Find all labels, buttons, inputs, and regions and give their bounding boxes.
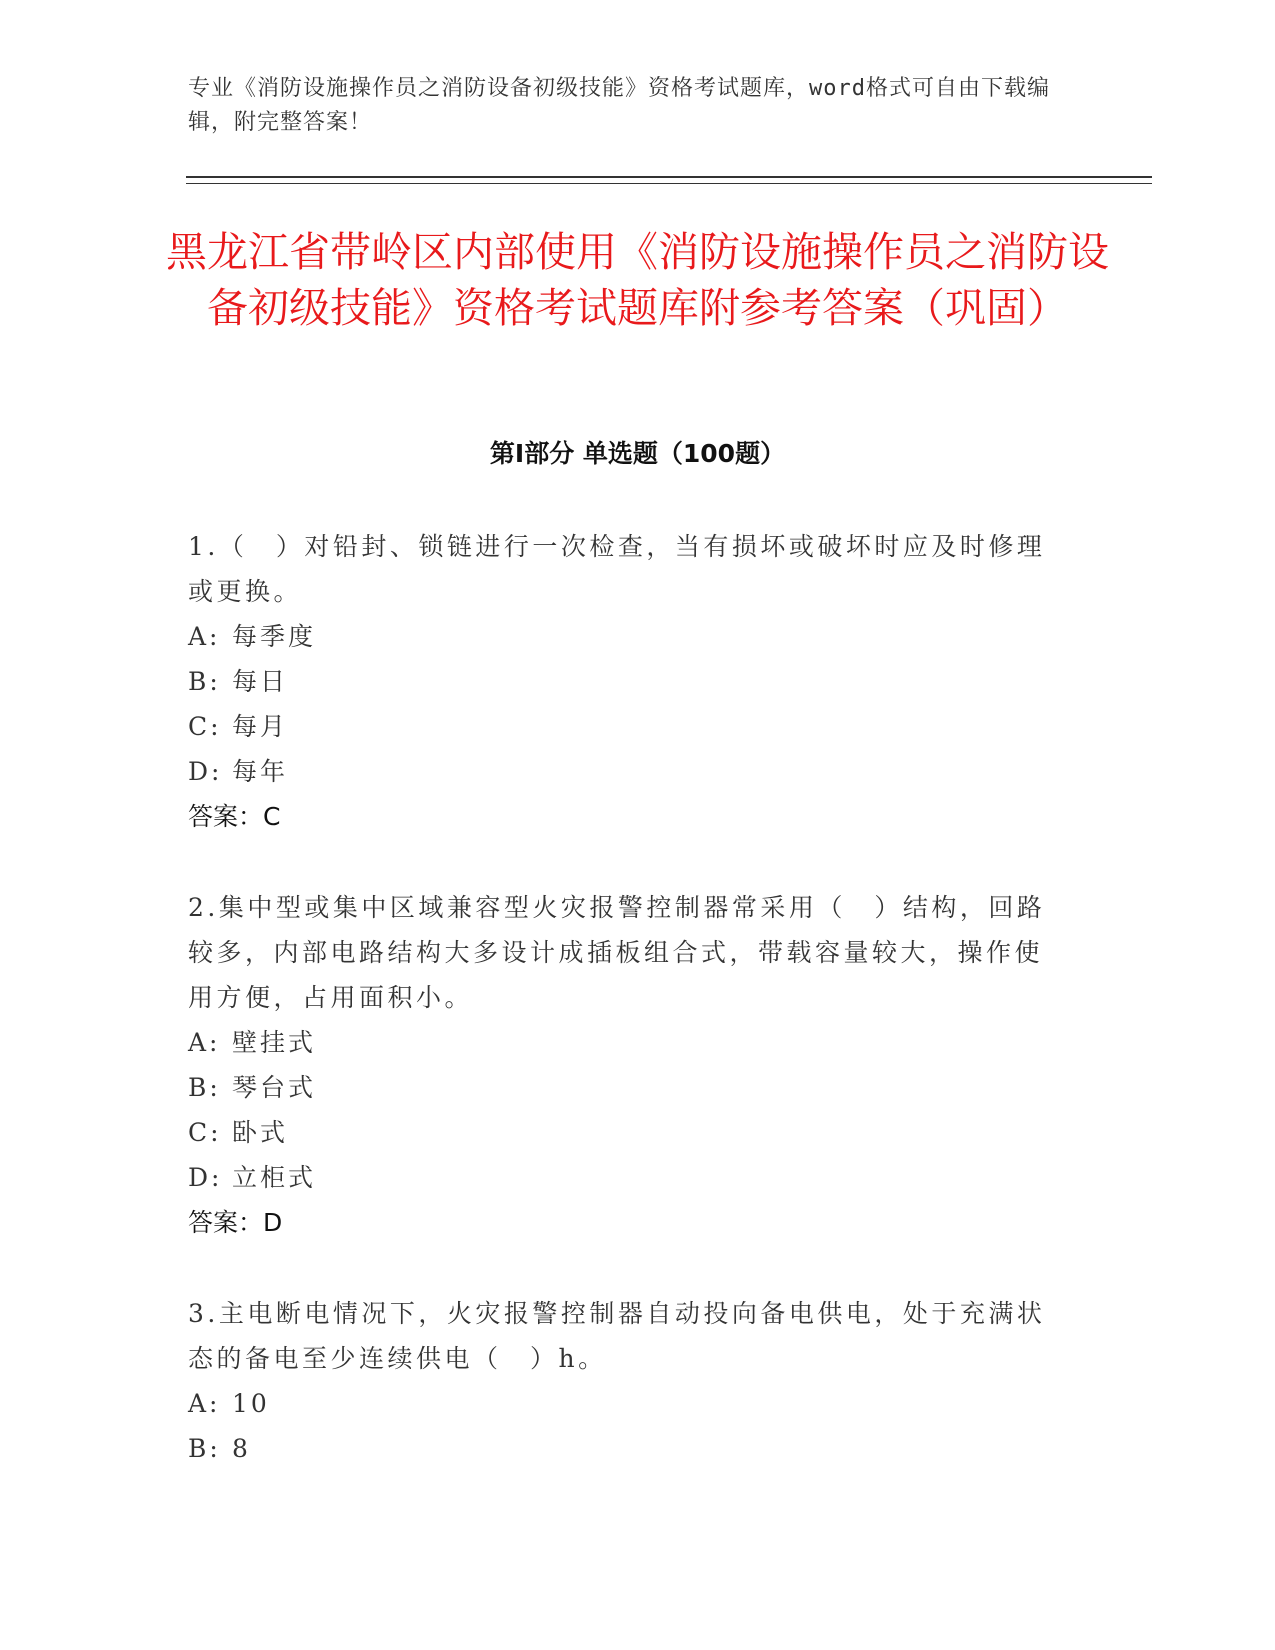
option-a xyxy=(188,1020,1068,1065)
option-letter: A: xyxy=(188,622,221,651)
option-b xyxy=(188,659,1068,704)
option-c xyxy=(188,704,1068,749)
option-d xyxy=(188,1155,1068,1200)
question-list xyxy=(188,524,1068,1517)
option-a xyxy=(188,1381,1068,1426)
option-letter: A: xyxy=(188,1389,221,1418)
option-letter: B: xyxy=(188,1073,221,1102)
option-text: 琴台式 xyxy=(232,1073,317,1102)
option-b xyxy=(188,1065,1068,1110)
question-2 xyxy=(188,885,1068,1245)
header-divider-thin xyxy=(186,183,1152,184)
answer: 答案：D xyxy=(188,1208,283,1237)
option-text: 每季度 xyxy=(232,622,317,651)
document-title: 黑龙江省带岭区内部使用《消防设施操作员之消防设备初级技能》资格考试题库附参考答案（巩固） xyxy=(166,228,1109,332)
option-text: 每月 xyxy=(232,712,289,741)
question-stem: 3.主电断电情况下，火灾报警控制器自动投向备电供电，处于充满状态的备电至少连续供电（ ）h。 xyxy=(188,1299,1046,1373)
question-1 xyxy=(188,524,1068,839)
option-letter: C: xyxy=(188,1118,222,1147)
section-title: 第I部分 单选题（100题） xyxy=(489,439,786,468)
header-note: 专业《消防设施操作员之消防设备初级技能》资格考试题库，word格式可自由下载编辑，附完整答案！ xyxy=(188,76,1050,135)
question-stem: 1.（ ）对铅封、锁链进行一次检查，当有损坏或破坏时应及时修理或更换。 xyxy=(188,532,1046,606)
option-c xyxy=(188,1110,1068,1155)
option-text: 立柜式 xyxy=(232,1163,317,1192)
option-d xyxy=(188,749,1068,794)
option-text: 每年 xyxy=(232,757,289,786)
option-letter: D: xyxy=(188,757,223,786)
option-letter: A: xyxy=(188,1028,221,1057)
option-letter: B: xyxy=(188,1434,221,1463)
option-b xyxy=(188,1426,1068,1471)
option-letter: C: xyxy=(188,712,222,741)
question-3 xyxy=(188,1291,1068,1471)
option-text: 10 xyxy=(232,1389,270,1418)
option-text: 卧式 xyxy=(232,1118,289,1147)
option-text: 8 xyxy=(232,1434,251,1463)
option-text: 每日 xyxy=(232,667,289,696)
option-letter: B: xyxy=(188,667,221,696)
option-text: 壁挂式 xyxy=(232,1028,317,1057)
question-stem: 2.集中型或集中区域兼容型火灾报警控制器常采用（ ）结构，回路较多，内部电路结构大多设计成插板组合式，带载容量较大，操作使用方便，占用面积小。 xyxy=(188,893,1046,1012)
header-divider-thick xyxy=(186,176,1152,178)
option-letter: D: xyxy=(188,1163,223,1192)
option-a xyxy=(188,614,1068,659)
answer: 答案：C xyxy=(188,802,281,831)
